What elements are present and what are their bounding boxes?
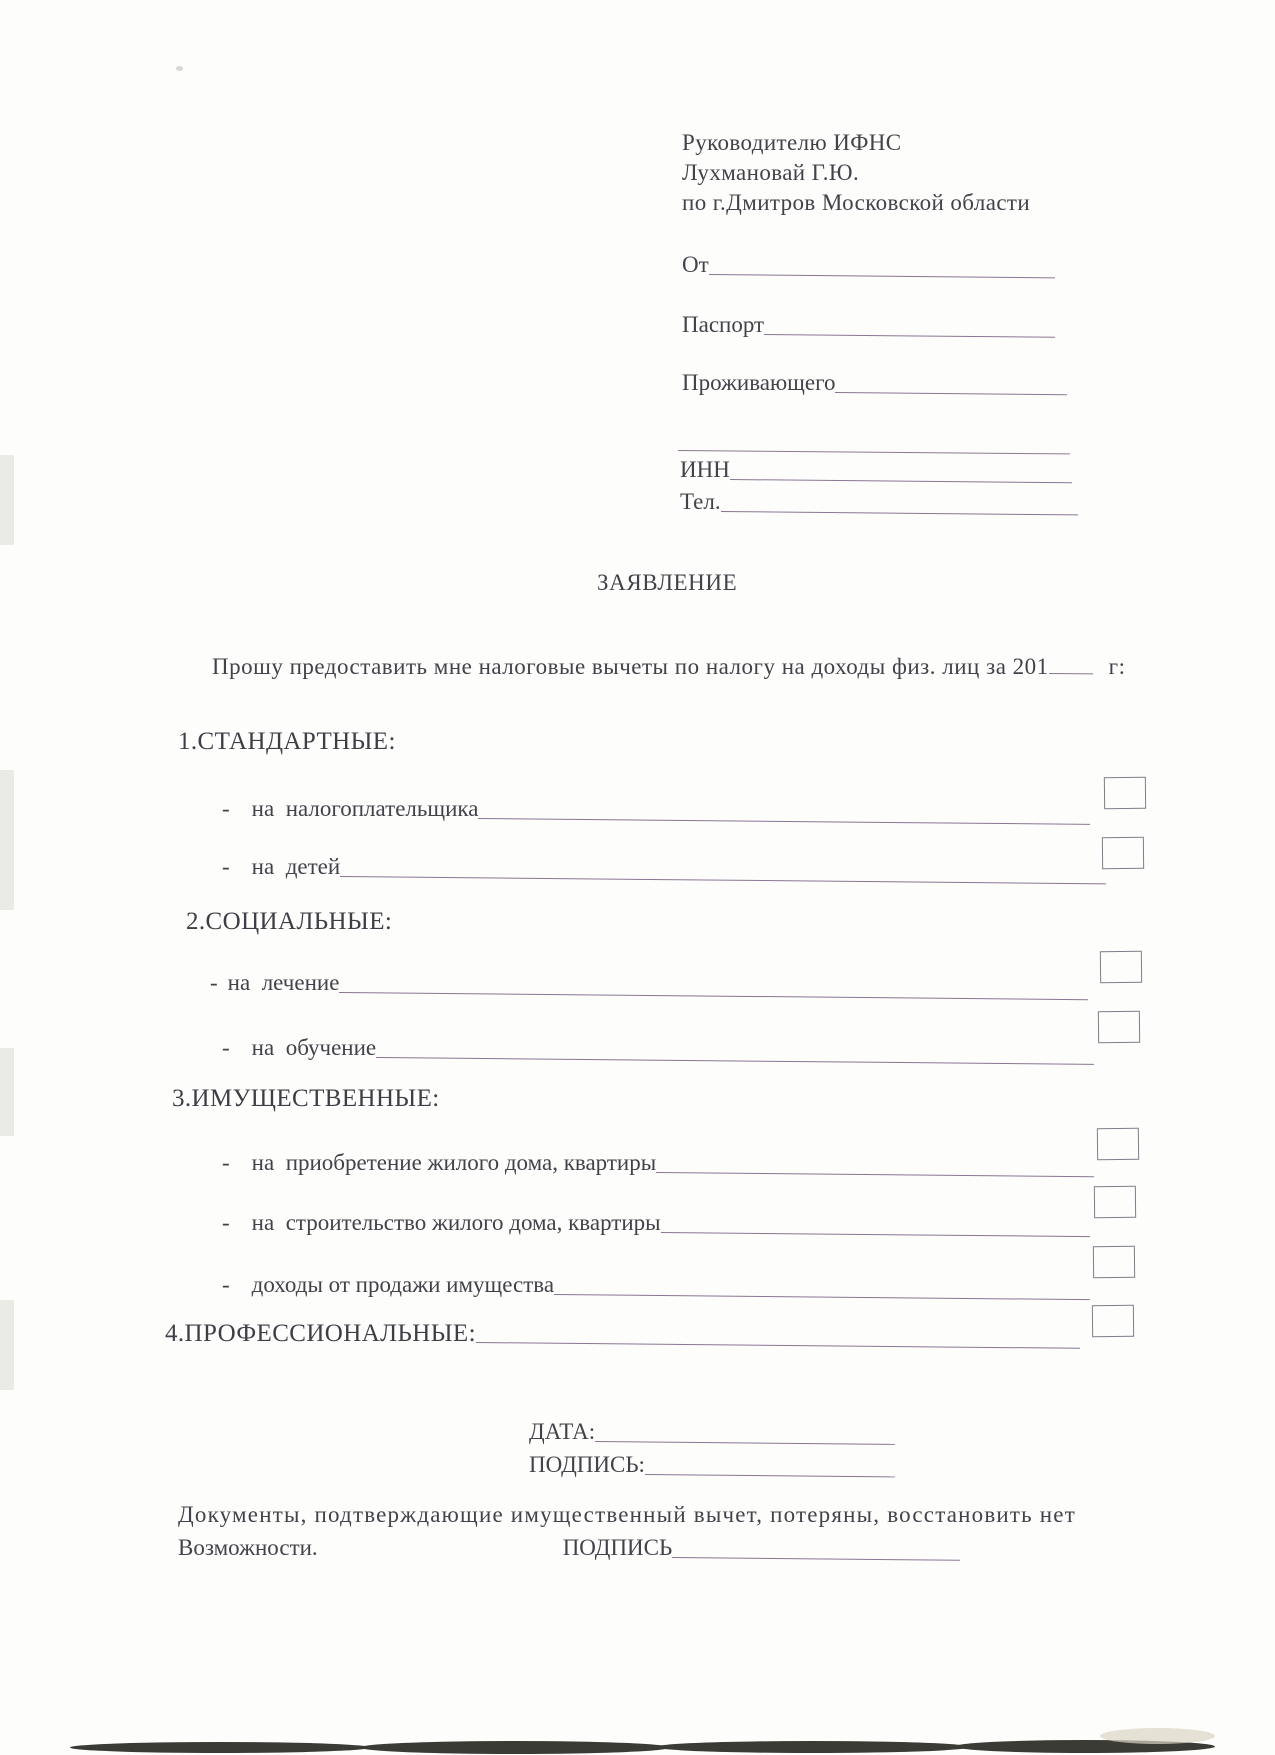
residing-continuation-line <box>678 450 1070 454</box>
item-label-taxpayer: на налогоплательщика <box>251 796 479 821</box>
scan-artifact-bottom-smudge <box>1100 1728 1215 1744</box>
checkbox-purchase-home <box>1097 1128 1139 1160</box>
scan-artifact-bottom <box>360 1741 670 1754</box>
taxpayer-line <box>478 818 1090 825</box>
footnote-line1: Документы, подтверждающие имущественный вычет, потеряны, восстановить нет <box>178 1502 1076 1527</box>
deduction-item-treatment <box>210 968 1088 998</box>
residing-line <box>835 392 1067 395</box>
item-bullet: - <box>222 1035 230 1060</box>
section-heading-property: 3.ИМУЩЕСТВЕННЫЕ: <box>172 1085 440 1112</box>
passport-line <box>764 334 1055 338</box>
addressee-line-1: Руководителю ИФНС <box>682 130 902 155</box>
deduction-item-children <box>222 852 1106 882</box>
item-label-children: на детей <box>251 854 341 879</box>
item-label-treatment: на лечение <box>227 970 340 995</box>
scan-artifact-left-strip <box>0 1300 14 1390</box>
professional-line <box>476 1342 1080 1349</box>
inn-label: ИНН <box>680 457 730 482</box>
scan-artifact-left-strip <box>0 1048 14 1136</box>
phone-label: Тел. <box>680 489 721 514</box>
scan-artifact-bottom <box>70 1742 370 1753</box>
scan-artifact-speck <box>176 66 183 71</box>
addressee-line-3: по г.Дмитров Московской области <box>682 190 1031 215</box>
treatment-line <box>339 992 1088 1000</box>
scan-artifact-left-strip <box>0 455 14 545</box>
section-professional <box>165 1320 1080 1348</box>
signature-row <box>529 1450 895 1480</box>
footnote-signature-line <box>672 1557 960 1561</box>
deduction-item-taxpayer <box>222 794 1090 824</box>
date-label: ДАТА: <box>529 1419 596 1444</box>
intro-year-suffix: г: <box>1108 654 1126 679</box>
scan-artifact-left-strip <box>0 770 14 910</box>
section-heading-professional: 4.ПРОФЕССИОНАЛЬНЫЕ: <box>165 1320 476 1347</box>
checkbox-treatment <box>1100 951 1142 983</box>
field-inn <box>680 455 1072 485</box>
checkbox-children <box>1102 837 1144 869</box>
deduction-item-purchase-home <box>222 1148 1094 1178</box>
item-bullet: - <box>222 796 230 821</box>
section-heading-standard: 1.СТАНДАРТНЫЕ: <box>178 728 396 755</box>
footnote-line2-row <box>178 1533 960 1563</box>
deduction-item-construction-home <box>222 1208 1090 1238</box>
addressee-block <box>682 128 1030 218</box>
item-bullet: - <box>222 1210 230 1235</box>
section-heading-social: 2.СОЦИАЛЬНЫЕ: <box>186 908 393 935</box>
checkbox-education <box>1098 1011 1140 1043</box>
deduction-item-education <box>222 1033 1094 1063</box>
from-label: От <box>682 252 709 277</box>
item-label-education: на обучение <box>251 1035 377 1060</box>
property-sale-income-line <box>554 1294 1090 1300</box>
field-from <box>682 250 1055 280</box>
signature-label: ПОДПИСЬ: <box>529 1452 645 1477</box>
residing-label: Проживающего <box>682 370 836 395</box>
intro-paragraph <box>212 652 1125 682</box>
scan-artifact-bottom <box>655 1741 970 1753</box>
date-row <box>529 1417 895 1447</box>
education-line <box>376 1057 1094 1065</box>
checkbox-taxpayer <box>1104 777 1146 809</box>
inn-line <box>730 479 1072 483</box>
item-bullet: - <box>210 970 218 995</box>
item-label-construction-home: на строительство жилого дома, квартиры <box>251 1210 661 1235</box>
footnote-line2: Возможности. <box>178 1535 318 1560</box>
phone-line <box>721 511 1078 515</box>
item-bullet: - <box>222 1150 230 1175</box>
field-passport <box>682 310 1055 340</box>
checkbox-construction-home <box>1094 1186 1136 1218</box>
children-line <box>340 876 1106 884</box>
intro-text: Прошу предоставить мне налоговые вычеты по налогу на доходы физ. лиц за 201 <box>212 654 1049 679</box>
item-label-property-sale-income: доходы от продажи имущества <box>251 1272 555 1297</box>
item-bullet: - <box>222 1272 230 1297</box>
item-label-purchase-home: на приобретение жилого дома, квартиры <box>251 1150 657 1175</box>
field-residing <box>682 368 1067 398</box>
from-line <box>709 274 1055 278</box>
date-line <box>595 1441 895 1445</box>
deduction-item-property-sale-income <box>222 1270 1090 1300</box>
checkbox-property-sale-income <box>1093 1246 1135 1278</box>
purchase-home-line <box>656 1172 1094 1177</box>
document-title: ЗАЯВЛЕНИЕ <box>597 570 738 595</box>
checkbox-professional <box>1092 1305 1134 1337</box>
footnote-signature-label: ПОДПИСЬ <box>562 1535 673 1560</box>
addressee-line-2: Лухмановай Г.Ю. <box>682 160 860 185</box>
year-blank-line <box>1049 673 1093 674</box>
item-bullet: - <box>222 854 230 879</box>
construction-home-line <box>661 1232 1090 1237</box>
signature-line <box>645 1474 895 1477</box>
passport-label: Паспорт <box>682 312 765 337</box>
field-phone <box>680 487 1078 517</box>
